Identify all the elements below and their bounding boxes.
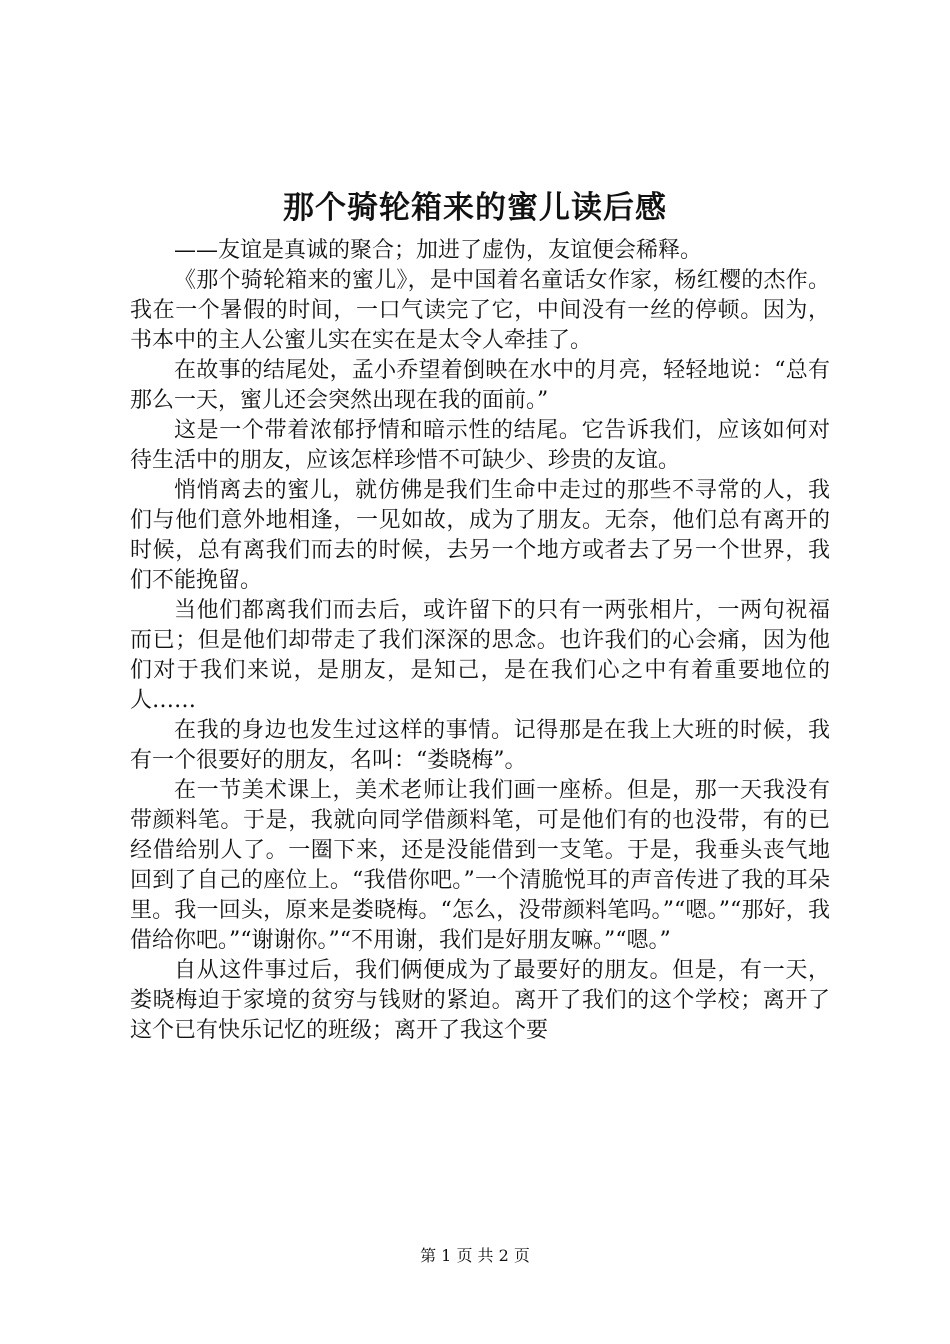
- paragraph-2: 在故事的结尾处，孟小乔望着倒映在水中的月亮，轻轻地说：“总有那么一天，蜜儿还会突然出现在我的面前。”: [130, 358, 830, 413]
- paragraph-4: 悄悄离去的蜜儿，就仿佛是我们生命中走过的那些不寻常的人，我们与他们意外地相逢，一见如故，成为了朋友。无奈，他们总有离开的时候，总有离我们而去的时候，去另一个地方或者去了另一个世界，我们不能挽留。: [130, 478, 830, 593]
- document-subtitle: ——友谊是真诚的聚合；加进了虚伪，友谊便会稀释。: [174, 238, 703, 263]
- paragraph-6: 在我的身边也发生过这样的事情。记得那是在我上大班的时候，我有一个很要好的朋友，名叫：“娄晓梅”。: [130, 718, 830, 773]
- page-number-footer: 第 1 页 共 2 页: [420, 1246, 530, 1265]
- paragraph-7: 在一节美术课上，美术老师让我们画一座桥。但是，那一天我没有带颜料笔。于是，我就向同学借颜料笔，可是他们有的也没带，有的已经借给别人了。一圈下来，还是没能借到一支笔。于是，我垂头丧气地回到了自己的座位上。“我借你吧。”一个清脆悦耳的声音传进了我的耳朵里。我一回头，原来是娄晓梅。“怎么，没带颜料笔吗。”“嗯。”“那好，我借给你吧。”“谢谢你。”“不用谢，我们是好朋友嘛。”“嗯。”: [130, 778, 830, 953]
- document-title: 那个骑轮箱来的蜜儿读后感: [283, 190, 667, 226]
- paragraph-5: 当他们都离我们而去后，或许留下的只有一两张相片，一两句祝福而已；但是他们却带走了我们深深的思念。也许我们的心会痛，因为他们对于我们来说，是朋友，是知己，是在我们心之中有着重要地位的人……: [130, 598, 830, 713]
- paragraph-1: 《那个骑轮箱来的蜜儿》，是中国着名童话女作家，杨红樱的杰作。我在一个暑假的时间，一口气读完了它，中间没有一丝的停顿。因为，书本中的主人公蜜儿实在实在是太令人牵挂了。: [130, 268, 830, 353]
- paragraph-8: 自从这件事过后，我们俩便成为了最要好的朋友。但是，有一天，娄晓梅迫于家境的贫穷与钱财的紧迫。离开了我们的这个学校；离开了这个已有快乐记忆的班级；离开了我这个要: [130, 958, 830, 1043]
- document-body: [130, 236, 830, 1046]
- paragraph-3: 这是一个带着浓郁抒情和暗示性的结尾。它告诉我们，应该如何对待生活中的朋友，应该怎样珍惜不可缺少、珍贵的友谊。: [130, 418, 830, 473]
